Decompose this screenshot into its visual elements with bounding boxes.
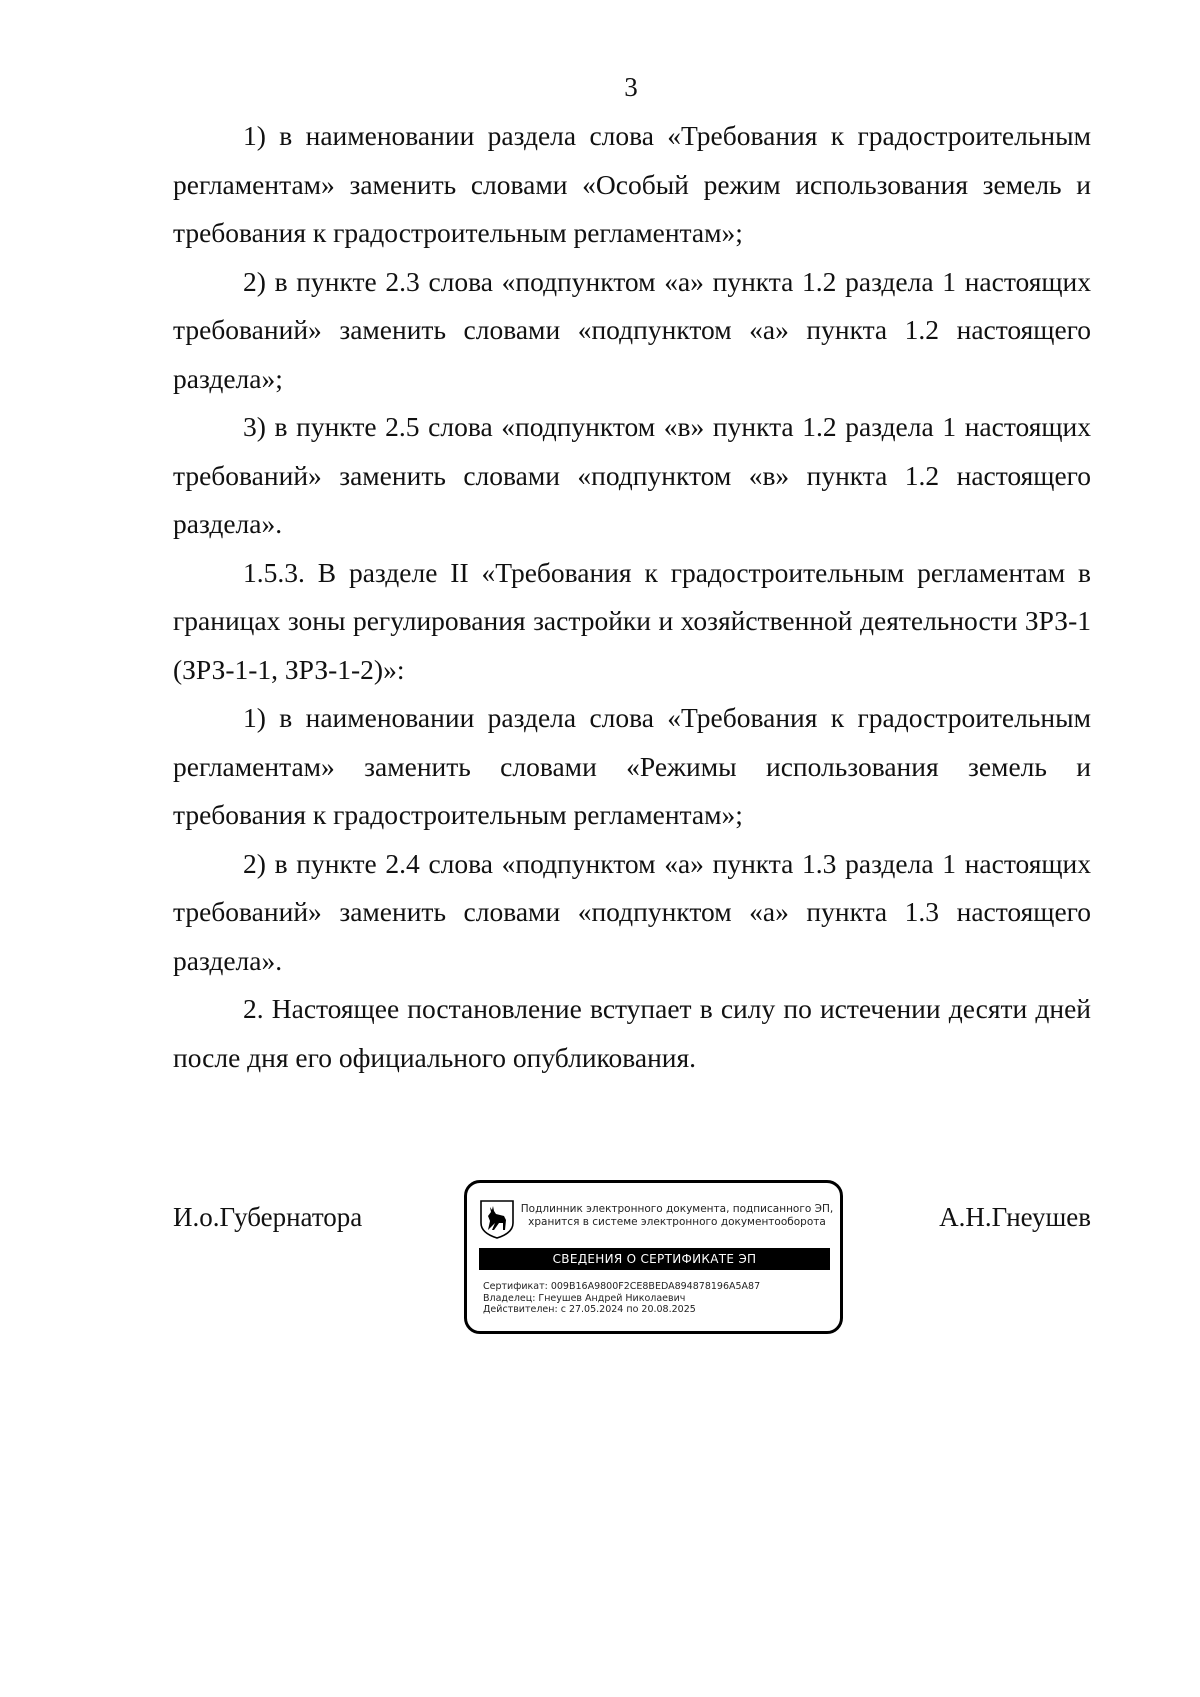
paragraph-2: 2) в пункте 2.3 слова «подпунктом «а» пункта 1.2 раздела 1 настоящих требований» заменить словами «подпунктом «а» пункта 1.2 настоящего раздела»; <box>173 265 1091 394</box>
paragraph-7: 2. Настоящее постановление вступает в силу по истечении десяти дней после дня его официального опубликования. <box>173 993 1091 1073</box>
stamp-details <box>483 1281 760 1316</box>
document-body <box>173 112 1091 1082</box>
signatory-title: И.о.Губернатора <box>173 1202 363 1232</box>
paragraph-1: 1) в наименовании раздела слова «Требования к градостроительным регламентам» заменить словами «Особый режим использования земель и требования к градостроительным регламентам»; <box>173 120 1091 248</box>
stamp-owner: Владелец: Гнеушев Андрей Николаевич <box>483 1292 686 1304</box>
stamp-certificate-bar: СВЕДЕНИЯ О СЕРТИФИКАТЕ ЭП <box>479 1248 830 1270</box>
deer-emblem-icon <box>479 1199 515 1239</box>
stamp-header-line-2: хранится в системе электронного документооборота <box>528 1216 826 1228</box>
paragraph-5: 1) в наименовании раздела слова «Требования к градостроительным регламентам» заменить словами «Режимы использования земель и требования к градостроительным регламентам»; <box>173 702 1091 830</box>
signature-block <box>173 1180 1091 1340</box>
paragraph-3: 3) в пункте 2.5 слова «подпунктом «в» пункта 1.2 раздела 1 настоящих требований» заменить словами «подпунктом «в» пункта 1.2 настоящего раздела». <box>173 411 1091 539</box>
stamp-certificate-number: Сертификат: 009B16A9800F2CE8BEDA894878196A5A87 <box>483 1281 761 1292</box>
paragraph-6: 2) в пункте 2.4 слова «подпунктом «а» пункта 1.3 раздела 1 настоящих требований» заменить словами «подпунктом «а» пункта 1.3 настоящего раздела». <box>173 847 1091 976</box>
stamp-validity: Действителен: с 27.05.2024 по 20.08.2025 <box>483 1304 696 1315</box>
e-signature-stamp <box>464 1180 843 1334</box>
paragraph-4: 1.5.3. В разделе II «Требования к градостроительным регламентам в границах зоны регулирования застройки и хозяйственной деятельности ЗРЗ-1 (ЗРЗ-1-1, ЗРЗ-1-2)»: <box>173 556 1091 685</box>
stamp-header-line-1: Подлинник электронного документа, подписанного ЭП, <box>520 1203 834 1215</box>
stamp-header <box>517 1203 837 1229</box>
page-number: 3 <box>624 72 638 102</box>
signatory-name: А.Н.Гнеушев <box>939 1202 1091 1232</box>
